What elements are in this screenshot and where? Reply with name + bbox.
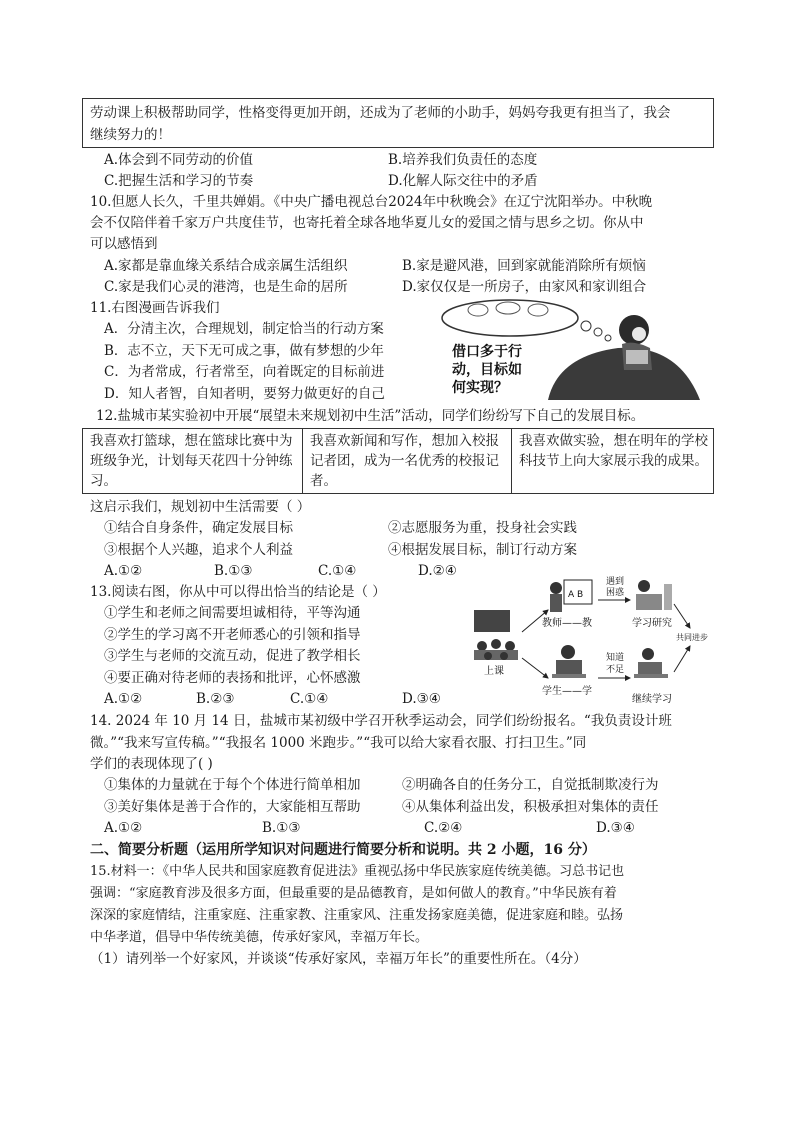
q13-teaching-diagram — [468, 574, 714, 712]
q14-option-c: C.②④ — [424, 820, 463, 836]
q13-option-d: D.③④ — [402, 691, 441, 707]
q12-table-divider-1 — [302, 428, 303, 494]
q11-cartoon — [438, 296, 718, 400]
label-research: 学习研究 — [632, 618, 672, 629]
q9-option-b: B.培养我们负责任的态度 — [388, 152, 538, 168]
q11-option-b: B．志不立，天下无可成之事，做有梦想的少年 — [104, 343, 384, 359]
q14-stem-line-2: 微。”“我来写宣传稿。”“我报名 1000 米跑步。”“我可以给大家看衣服、打扫卫生。”同 — [90, 735, 587, 751]
q15-material-line-3: 深深的家庭情结，注重家庭、注重家教、注重家风、注重发扬家庭美德，促进家庭和睦。弘扬 — [90, 908, 624, 923]
q14-statement-2: ②明确各自的任务分工，自觉抵制欺凌行为 — [402, 777, 659, 793]
q12-option-b: B.①③ — [214, 563, 253, 579]
q12-stem: 12.盐城市某实验初中开展“展望未来规划初中生活”活动，同学们纷纷写下自己的发展目标。 — [96, 408, 645, 424]
student-icon — [561, 645, 575, 659]
q9-option-d: D.化解人际交往中的矛盾 — [388, 173, 538, 189]
thought-cloud — [442, 300, 578, 336]
q13-statement-4: ④要正确对待老师的表扬和批评，心怀感激 — [104, 670, 361, 686]
q10-option-b: B.家是避风港，回到家就能消除所有烦恼 — [402, 258, 646, 274]
q9-material-line-1: 劳动课上积极帮助同学，性格变得更加开朗，还成为了老师的小助手，妈妈夸我更有担当了，我会 — [90, 105, 671, 121]
q15-subquestion-1: （1）请列举一个好家风，并谈谈“传承好家风，幸福万年长”的重要性所在。（4分） — [90, 951, 587, 967]
q13-statement-3: ③学生与老师的交流互动，促进了教学相长 — [104, 648, 361, 664]
q10-option-c: C.家是我们心灵的港湾，也是生命的居所 — [104, 279, 348, 295]
section-2-heading: 二、简要分析题（运用所学知识对问题进行简要分析和说明。共 2 小题，16 分） — [90, 842, 596, 858]
q13-statement-2: ②学生的学习离不开老师悉心的引领和指导 — [104, 627, 361, 643]
q11-option-d: D．知人者智，自知者明，要努力做更好的自己 — [104, 386, 385, 402]
q14-stem-line-1: 14. 2024 年 10 月 14 日，盐城市某初级中学召开秋季运动会，同学们纷纷报名。“我负责设计班 — [90, 713, 672, 729]
q9-option-c: C.把握生活和学习的节奏 — [104, 173, 254, 189]
q14-stem-line-3: 学们的表现体现了( ) — [90, 756, 213, 772]
label-problem-2: 困惑 — [606, 588, 625, 598]
label-class: 上课 — [484, 666, 504, 677]
q12-statement-3: ③根据个人兴趣，追求个人利益 — [104, 542, 293, 558]
label-progress: 共同进步 — [676, 633, 708, 642]
q14-statement-3: ③美好集体是善于合作的，大家能相互帮助 — [104, 799, 361, 815]
research-person-icon — [638, 580, 650, 592]
q9-option-a: A.体会到不同劳动的价值 — [104, 152, 254, 168]
classroom-board-icon — [474, 610, 510, 632]
label-know-1: 知道 — [606, 653, 625, 663]
q14-option-d: D.③④ — [596, 820, 635, 836]
q12-option-a: A.①② — [104, 563, 143, 579]
q11-stem: 11.右图漫画告诉我们 — [90, 300, 220, 316]
teacher-icon — [550, 582, 562, 594]
cartoon-text-line-1: 借口多于行 — [452, 344, 522, 360]
q12-statement-4: ④根据发展目标，制订行动方案 — [388, 542, 577, 558]
q11-option-a: A．分清主次，合理规划，制定恰当的行动方案 — [104, 321, 384, 337]
q13-stem: 13.阅读右图，你从中可以得出恰当的结论是（ ） — [90, 584, 386, 600]
q15-material-line-1: 15.材料一：《中华人民共和国家庭教育促进法》重视弘扬中华民族家庭传统美德。习总书记也 — [90, 864, 625, 879]
q13-option-b: B.②③ — [196, 691, 235, 707]
cartoon-text-line-3: 何实现？ — [452, 380, 508, 396]
q10-option-a: A.家都是靠血缘关系结合成亲属生活组织 — [104, 258, 348, 274]
label-student: 学生——学 — [542, 686, 592, 697]
teacher-board-text: A B — [568, 590, 584, 600]
q10-stem-line-1: 10.但愿人长久，千里共婵娟。《中央广播电视总台2024年中秋晚会》在辽宁沈阳举办。中秋晚 — [90, 194, 653, 210]
label-continue: 继续学习 — [632, 694, 672, 705]
q13-option-a: A.①② — [104, 691, 143, 707]
cartoon-text-line-2: 动，目标如 — [452, 362, 522, 378]
q11-option-c: C．为者常成，行者常至，向着既定的目标前进 — [104, 364, 385, 380]
q10-stem-line-3: 可以感悟到 — [90, 236, 158, 252]
q12-table-divider-2 — [511, 428, 512, 494]
label-problem-1: 遇到 — [606, 577, 625, 587]
q15-material-line-2: 强调：“家庭教育涉及很多方面，但最重要的是品德教育，是如何做人的教育。”中华民族有着 — [90, 886, 617, 901]
label-teacher: 教师——教 — [542, 618, 592, 629]
label-know-2: 不足 — [606, 665, 625, 675]
q12-goal-cell-3: 我喜欢做实验，想在明年的学校科技节上向大家展示我的成果。 — [519, 433, 708, 469]
continue-student-icon — [642, 648, 654, 660]
q12-prompt: 这启示我们，规划初中生活需要（ ） — [90, 499, 311, 515]
q12-statement-2: ②志愿服务为重，投身社会实践 — [388, 520, 577, 536]
q14-option-a: A.①② — [104, 820, 143, 836]
q14-statement-4: ④从集体利益出发，积极承担对集体的责任 — [402, 799, 659, 815]
q12-option-d: D.②④ — [418, 563, 457, 579]
q14-option-b: B.①③ — [262, 820, 301, 836]
q12-goal-cell-1: 我喜欢打篮球，想在篮球比赛中为班级争光，计划每天花四十分钟练习。 — [90, 433, 293, 489]
q14-statement-1: ①集体的力量就在于每个个体进行简单相加 — [104, 777, 361, 793]
q10-stem-line-2: 会不仅陪伴着千家万户共度佳节，也寄托着全球各地华夏儿女的爱国之情与思乡之切。你从中 — [90, 215, 644, 231]
q13-option-c: C.①④ — [290, 691, 329, 707]
q13-statement-1: ①学生和老师之间需要坦诚相待，平等沟通 — [104, 605, 361, 621]
q12-statement-1: ①结合自身条件，确定发展目标 — [104, 520, 293, 536]
q12-option-c: C.①④ — [318, 563, 357, 579]
q12-goal-cell-2: 我喜欢新闻和写作，想加入校报记者团，成为一名优秀的校报记者。 — [310, 433, 499, 489]
q15-material-line-4: 中华孝道，倡导中华传统美德，传承好家风，幸福万年长。 — [90, 930, 429, 945]
q9-material-line-2: 继续努力的！ — [90, 127, 171, 143]
q10-option-d: D.家仅仅是一所房子，由家风和家训组合 — [402, 279, 647, 295]
